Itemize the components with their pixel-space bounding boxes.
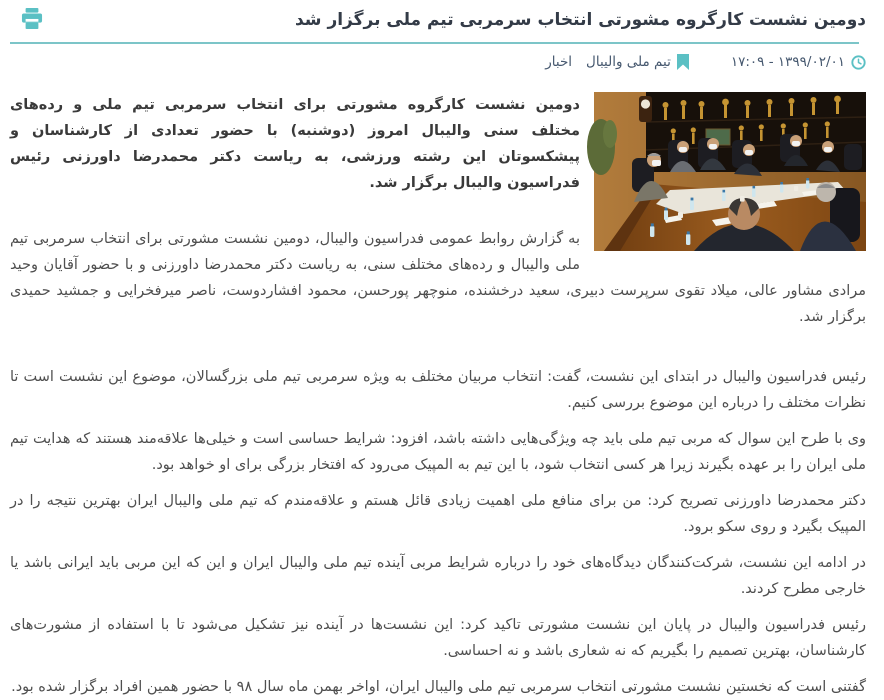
- header-divider: [10, 42, 859, 44]
- article-paragraph: به گزارش روابط عمومی فدراسیون والیبال، دومین نشست مشورتی برای انتخاب سرمربی تیم ملی والیبال و رده‌های مختلف سنی، به ریاست دکتر محمدرضا داورزنی و با حضور آقایان وحید مرادی مشاور عالی، میلاد تقوی سرپرست دبیری، سعید درخشنده، منوچهر پورحسن، محمود افشاردوست، ناصر میرفخرایی و جمشید حمیدی برگزار شد.: [10, 231, 866, 325]
- article-paragraph: گفتنی است که نخستین نشست مشورتی انتخاب سرمربی تیم ملی والیبال ایران، اواخر بهمن ماه سال ۹۸ با حضور همین افراد برگزار شده بود.: [11, 679, 866, 695]
- article-image: [594, 92, 866, 251]
- article-meta: [10, 54, 866, 70]
- bookmark-icon: [677, 54, 689, 70]
- tag-news[interactable]: اخبار: [545, 54, 573, 70]
- article-paragraph: وی با طرح این سوال که مربی تیم ملی باید چه ویژگی‌هایی داشته باشد، افزود: شرایط حساسی است و خیلی‌ها علاقه‌مند هستند که هدایت تیم ملی ایران را بر عهده بگیرند زیرا هر کسی انتخاب شود، با این تیم به المپیک می‌رود که افتخار بزرگی برای او خواهد بود.: [10, 431, 866, 473]
- article-paragraph: رئیس فدراسیون والیبال در ابتدای این نشست، گفت: انتخاب مربیان مختلف به ویژه سرمربی تیم ملی بزرگسالان، موضوع این نشست است تا نظرات مختلف را درباره این موضوع بررسی کنیم.: [10, 369, 866, 411]
- article-paragraph: دکتر محمدرضا داورزنی تصریح کرد: من برای منافع ملی اهمیت زیادی قائل هستم و علاقه‌مندم که تیم ملی والیبال ایران بهترین نتیجه را در المپیک بگیرد و روی سکو برود.: [10, 493, 866, 535]
- print-button[interactable]: [20, 8, 44, 30]
- article-paragraph: رئیس فدراسیون والیبال در پایان این نشست مشورتی تاکید کرد: این نشست‌ها در آینده نیز تشکیل می‌شود تا با استفاده از مشورت‌های کارشناسان، بهترین تصمیم را بگیریم که نه شعاری باشد و نه احساسی.: [10, 617, 866, 659]
- article-body: [10, 92, 866, 700]
- article-header: [10, 8, 866, 32]
- article-lead: دومین نشست کارگروه مشورتی برای انتخاب سرمربی تیم ملی و رده‌های مختلف سنی والیبال امروز (دوشنبه) با حضور تعدادی از کارشناسان و پیشکسوتان این رشته ورزشی، به ریاست دکتر محمدرضا داورزنی رئیس فدراسیون والیبال برگزار شد.: [10, 97, 580, 191]
- tag-national-volleyball-team[interactable]: تیم ملی والیبال: [586, 54, 671, 70]
- publish-datetime: ۱۳۹۹/۰۲/۰۱ - ۱۷:۰۹: [730, 54, 845, 70]
- page-title: دومین نشست کارگروه مشورتی انتخاب سرمربی تیم ملی برگزار شد: [294, 10, 866, 30]
- clock-icon: [851, 55, 866, 70]
- meeting-photo-illustration: [594, 239, 866, 255]
- printer-icon: [21, 17, 43, 32]
- tag-list: [531, 54, 689, 70]
- article-paragraph: در ادامه این نشست، شرکت‌کنندگان دیدگاه‌های خود را درباره شرایط مربی آینده تیم ملی والیبال ایران و این که این مربی باید ایرانی باشد یا خارجی مطرح کردند.: [10, 555, 866, 597]
